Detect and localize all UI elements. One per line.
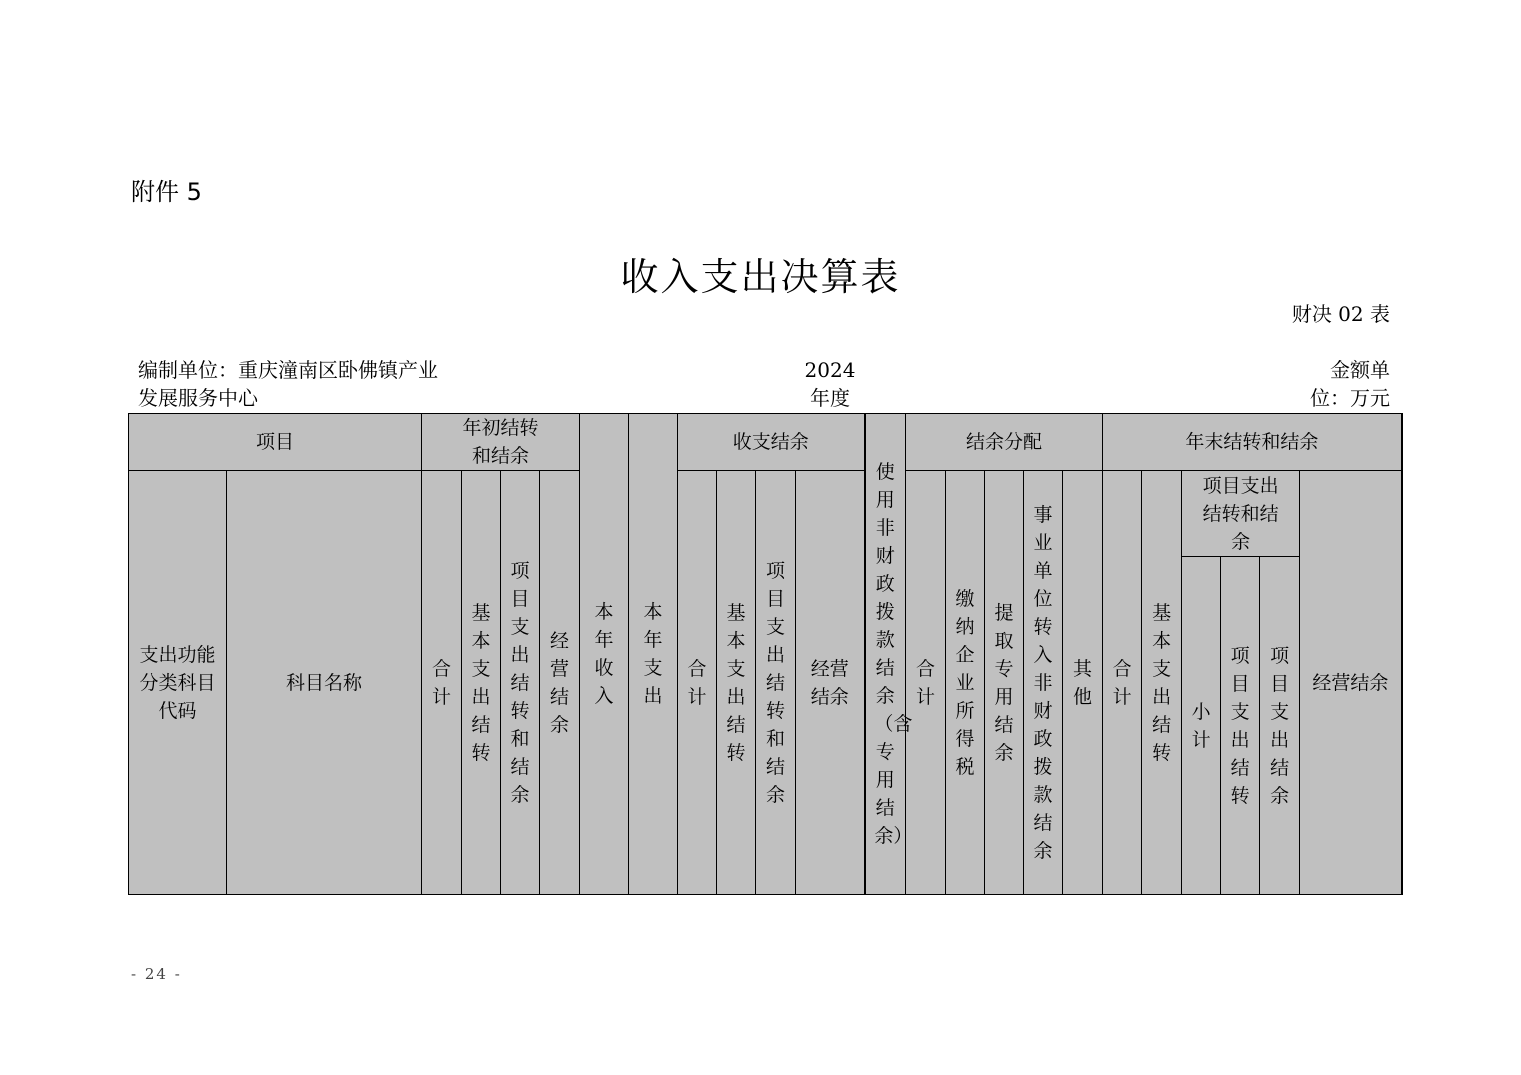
- income-expense-table: [128, 413, 1403, 895]
- col-dist-other: 其他: [1063, 471, 1103, 895]
- header-balance: 收支结余: [678, 414, 865, 471]
- col-bal-operating: 经营结余: [796, 471, 865, 895]
- page-number: - 24 -: [131, 965, 182, 983]
- col-bal-basic: 基本支出结转: [717, 471, 756, 895]
- col-begin-project: 项目支出结转和结余: [501, 471, 540, 895]
- header-item: 项目: [129, 414, 422, 471]
- amount-unit: 金额单位：万元: [1310, 358, 1390, 410]
- compiling-unit: 编制单位：重庆潼南区卧佛镇产业发展服务中心: [138, 358, 438, 410]
- header-expense: 本年支出: [629, 414, 678, 895]
- report-year: 2024 年度: [804, 358, 856, 410]
- col-end-project-balance: 项目支出结余: [1260, 557, 1300, 895]
- col-end-subtotal: 小计: [1182, 557, 1221, 895]
- col-dist-total: 合计: [906, 471, 946, 895]
- attachment-label: 附件 5: [131, 178, 202, 206]
- col-end-total: 合计: [1103, 471, 1142, 895]
- col-dist-transfer: 事业单位转入非财政拨款结余: [1024, 471, 1063, 895]
- col-bal-project: 项目支出结转和结余: [756, 471, 796, 895]
- header-non-fiscal: 使用非财政拨款结余（含专用结余）: [865, 414, 906, 895]
- col-begin-basic: 基本支出结转: [462, 471, 501, 895]
- col-end-project-carry: 项目支出结转: [1221, 557, 1260, 895]
- col-end-basic: 基本支出结转: [1142, 471, 1182, 895]
- col-subject-name: 科目名称: [227, 471, 422, 895]
- col-end-operating: 经营结余: [1300, 471, 1402, 895]
- col-end-project-group: 项目支出结转和结余: [1182, 471, 1300, 557]
- col-func-code: 支出功能分类科目代码: [129, 471, 227, 895]
- col-dist-special: 提取专用结余: [985, 471, 1024, 895]
- header-begin-balance: 年初结转和结余: [422, 414, 580, 471]
- header-income: 本年收入: [580, 414, 629, 895]
- col-begin-total: 合计: [422, 471, 462, 895]
- col-dist-tax: 缴纳企业所得税: [946, 471, 985, 895]
- form-number: 财决 02 表: [1291, 302, 1390, 326]
- page-title: 收入支出决算表: [620, 255, 901, 299]
- col-begin-operating: 经营结余: [540, 471, 580, 895]
- header-distribution: 结余分配: [906, 414, 1103, 471]
- col-bal-total: 合计: [678, 471, 717, 895]
- header-end-balance: 年末结转和结余: [1103, 414, 1402, 471]
